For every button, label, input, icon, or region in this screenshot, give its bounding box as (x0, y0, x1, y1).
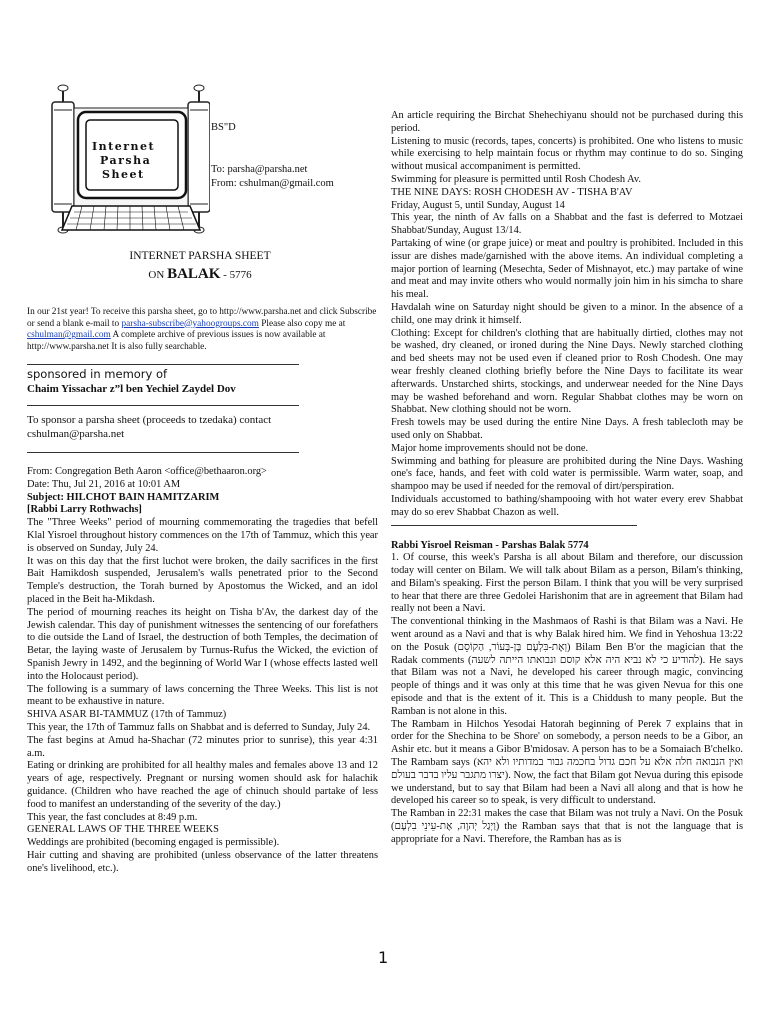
divider (391, 525, 637, 526)
section-heading: THE NINE DAYS: ROSH CHODESH AV - TISHA B'AV (391, 186, 633, 198)
sheet-on: ON (148, 269, 165, 281)
paragraph: Listening to music (records, tapes, concerts) is prohibited. One who listens to music while exercising to help maintain focus or rhythm may continue to do so. Singing without musical accompaniment is permitted. (391, 135, 743, 173)
paragraph: Swimming for pleasure is permitted until Rosh Chodesh Av. (391, 173, 641, 185)
paragraph: Swimming and bathing for pleasure are prohibited during the Nine Days. Washing one's face, hands, and feet with cold water is permissible. Warm water, soap, and shampoo may be used if needed for the removal of dirt/perspiration. (391, 455, 743, 493)
paragraph: The conventional thinking in the Mashmaos of Rashi is that Bilam was a Navi. He went around as a Navi and that is why Balak hired him. We find in Yehoshua 13:22 on the Posuk (וְאֶת-בִּלְעָם בֶּן-בְּעוֹר, הַקוֹסֵם) Bilam Ben B'or the magician that the Radak comments (להודיע כי לא נביא היה אלא קוסם ונבואתו הייתה לשעה). He says that Bilam was not a Navi, he developed his career through magic, convincing people of things and it was only at this time that he was given Nevua for this one episode and that is the extent of it. This is a Chiddush to many people. But the Ramban is not alone in this. (391, 616, 743, 717)
parsha-name: BALAK (167, 266, 221, 282)
divider (27, 452, 299, 453)
sheet-year: - 5776 (223, 269, 252, 281)
paragraph: Major home improvements should not be done. (391, 442, 589, 454)
paragraph: Weddings are prohibited (becoming engaged is permissible). (27, 837, 280, 849)
paragraph: The period of mourning reaches its height on Tisha b'Av, the darkest day of the Jewish calendar. This day of punishment witnesses the sentencing of our forefathers to die outside the Land of Israel, the destruction of both Temples, the decimation of Betar, the laying waste of Jerusalem by Turnus-Rufus the Wicked, the eviction of Spanish Jewry in 1492, and the beginning of World War I (whose effects lasted well into the Holocaust period). (27, 606, 378, 682)
intro-text-2: Please also copy me at (258, 318, 346, 329)
paragraph: The following is a summary of laws concerning the Three Weeks. This list is not meant to be exhaustive in nature. (27, 683, 378, 708)
email-subject: Subject: HILCHOT BAIN HAMITZARIM (27, 491, 220, 503)
sheet-subtitle (0, 264, 400, 285)
sponsor-email: cshulman@parsha.net (27, 428, 125, 440)
paragraph: This year, the fast concludes at 8:49 p.m. (27, 811, 198, 823)
email-from: From: Congregation Beth Aaron <office@bethaaron.org> (27, 466, 267, 477)
left-column (27, 466, 378, 876)
section-heading: SHIVA ASAR BI-TAMMUZ (17th of Tammuz) (27, 709, 227, 721)
paragraph: It was on this day that the first luchot were broken, the daily sacrifices in the first Bait Hamikdosh suspended, Jerusalem's walls penetrated prior to the Second Temple's destruction, the Torah burned by Apostomus the Wicked, and an idol placed in the Beit ha-Mikdash. (27, 555, 378, 605)
sponsor-name: Chaim Yissachar z”l ben Yechiel Zaydel Dov (27, 383, 236, 395)
from-address: From: cshulman@gmail.com (211, 178, 334, 189)
paragraph: The Ramban in 22:31 makes the case that Bilam was not truly a Navi. On the Posuk (וַיְגַל יְהוָה, אֶת-עֵינֵי בִלְעָם) the Ramban says that that is not the language that is appropriate for a Navi. Therefore, the Ramban has as is (391, 808, 743, 845)
sheet-title: INTERNET PARSHA SHEET (129, 250, 271, 262)
section-heading: GENERAL LAWS OF THE THREE WEEKS (27, 824, 219, 836)
subscribe-email-link[interactable]: parsha-subscribe@yahoogroups.com (121, 318, 259, 329)
intro-text-1: In our 21st year! To receive this parsha sheet, go to http://www.parsha.net and click Subscribe or send a blank e-mail to (27, 307, 377, 329)
to-address: To: parsha@parsha.net (211, 164, 308, 175)
contact-info (211, 163, 334, 191)
paragraph: This year, the ninth of Av falls on a Shabbat and the fast is deferred to Motzaei Shabbat/Sunday, August 13/14. (391, 212, 743, 237)
paragraph: Havdalah wine on Saturday night should be given to a minor. In the absence of a child, one may drink it himself. (391, 301, 743, 326)
email-date: Date: Thu, Jul 21, 2016 at 10:01 AM (27, 478, 181, 490)
paragraph: 1. Of course, this week's Parsha is all about Bilam and therefore, our discussion today will center on Bilam. We will talk about Bilam as a person, Bilam's thinking, and Bilam's speaking. First the person Bilam. I think that you will be very surprised to hear that there are three Gedolei Harishonim that are in agreement that Bilam had really not been a Navi. (391, 552, 743, 615)
paragraph: The Rambam in Hilchos Yesodai Hatorah beginning of Perek 7 explains that in order for the Shechina to be Shore' on somebody, a person needs to be a Gibor, an Ashir etc. but it means a Gibor B'midosav. A person has to be a Somaiach B'chelko. The Rambam says (ואין הנבואה חלה אלא על חכם גדול בחכמה גבור במדותיו ולא יהא יצרו מתגבר עליו בדבר בעולם). Now, the fact that Bilam got Nevua during this episode we understand, but to say that Bilam had been a Navi all along and that is how he developed his career so to speak, is very difficult to understand. (391, 718, 743, 807)
sponsor-contact (27, 413, 377, 441)
contact-email-link[interactable]: cshulman@gmail.com (27, 330, 111, 341)
paragraph: Hair cutting and shaving are prohibited (unless observance of the latter threatens one's livelihood, etc.). (27, 849, 378, 874)
divider (27, 405, 299, 406)
paragraph: An article requiring the Birchat Shehechiyanu should not be purchased during this period. (391, 110, 743, 134)
intro-text-3: A complete archive of previous issues is now available at http://www.parsha.net It is also fully searchable. (27, 330, 326, 352)
email-author: [Rabbi Larry Rothwachs] (27, 504, 142, 516)
internet-parsha-sheet-logo (50, 80, 210, 250)
paragraph: Partaking of wine (or grape juice) or meat and poultry is prohibited. Included in this issur are dishes made/garnished with the above items. An individual completing a major portion of learning (Mesechta, Seder of Mishnayot, etc.) may partake of wine and meat and may invite others who would normally join him in his simcha to share his meal. (391, 237, 743, 301)
bsd-heading: BS"D (211, 122, 236, 133)
logo-line-2: Parsha (100, 154, 152, 167)
paragraph: This year, the 17th of Tammuz falls on Shabbat and is deferred to Sunday, July 24. (27, 721, 371, 733)
reisman-title: Rabbi Yisroel Reisman - Parshas Balak 5774 (391, 539, 589, 551)
paragraph: The fast begins at Amud ha-Shachar (72 minutes prior to sunrise), this year 4:31 a.m. (27, 734, 378, 759)
sponsor-label: sponsored in memory of (27, 367, 168, 381)
paragraph: Friday, August 5, until Sunday, August 14 (391, 199, 565, 211)
right-column (391, 110, 743, 847)
subscribe-intro (27, 307, 377, 353)
logo-line-1: Internet (92, 140, 156, 153)
sponsor-line-1: To sponsor a parsha sheet (proceeds to tzedaka) contact (27, 414, 272, 426)
logo-line-3: Sheet (102, 168, 145, 181)
page-number: 1 (378, 948, 389, 967)
paragraph: Clothing: Except for children's clothing that are habitually dirtied, clothes may not be washed, dry cleaned, or ironed during the Nine Days. Newly starched clothing and bed sheets may not be used even if cleaned prior to Rosh Chodesh. One may wear freshly cleaned clothing briefly before the Nine Days to facilitate its wear afterwards. Unstarched shirts, stockings, and underwear needed for the Nine Days may be washed beforehand and worn. Regular Shabbat clothes may be worn on Shabbat. New clothing should not be worn. (391, 327, 743, 416)
paragraph: Individuals accustomed to bathing/shampooing with hot water every erev Shabbat may do so erev Shabbat Chazon as well. (391, 493, 743, 518)
paragraph: The "Three Weeks" period of mourning commemorating the tragedies that befell Klal Yisroel throughout history commences on the 17th of Tammuz, which this year is observed on Sunday, July 24. (27, 517, 378, 554)
divider (27, 364, 299, 365)
paragraph: Eating or drinking are prohibited for all healthy males and females above 13 and 12 years of age, respectively. Pregnant or nursing women should ask for halachik guidance. (Children who have reached the age of chinuch should partake of less food to manifest an understanding of the severity of the day.) (27, 760, 378, 810)
paragraph: Fresh towels may be used during the entire Nine Days. A fresh tablecloth may be used only on Shabbat. (391, 417, 743, 441)
